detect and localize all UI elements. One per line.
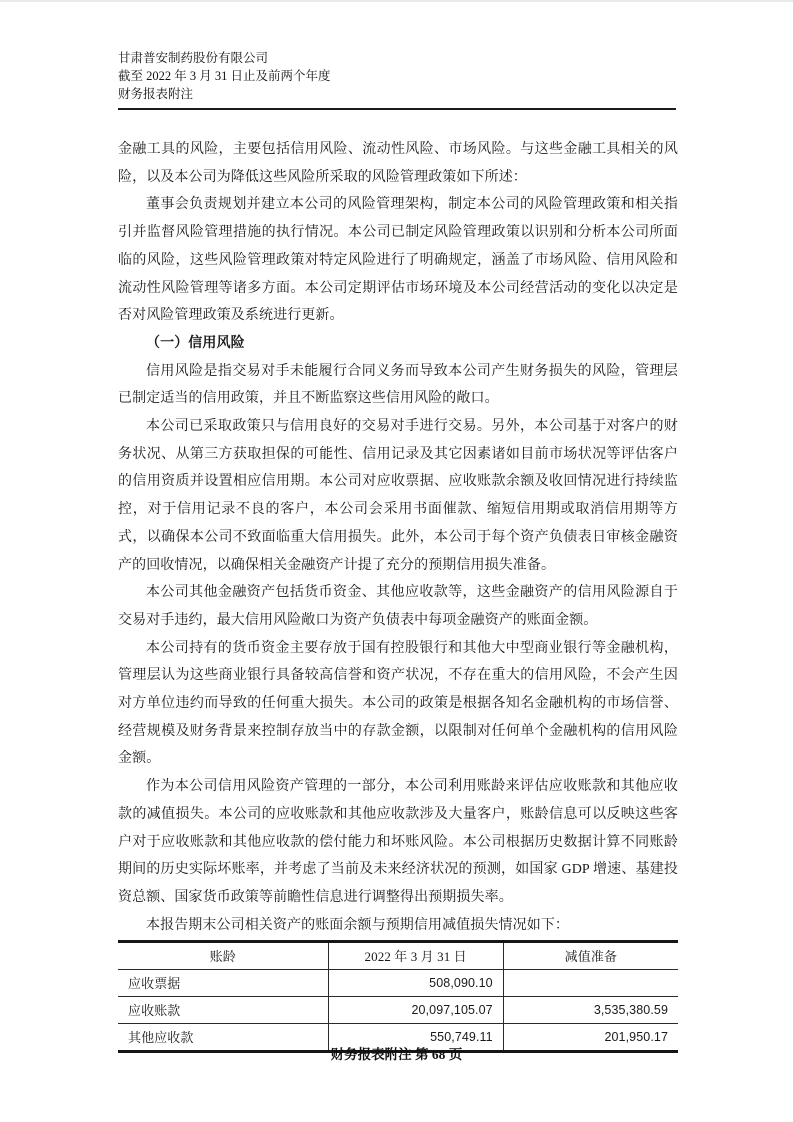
paragraph-financial-instrument-risks: 金融工具的风险，主要包括信用风险、流动性风险、市场风险。与这些金融工具相关的风险，以及本公司为降低这些风险所采取的风险管理政策如下所述： [118,142,678,185]
row-impairment: 201,950.17 [503,1024,678,1052]
row-label: 其他应收款 [118,1024,328,1052]
row-label: 应收票据 [118,970,328,997]
row-balance: 508,090.10 [328,970,503,997]
paragraph-aging-analysis: 作为本公司信用风险资产管理的一部分，本公司利用账龄来评估应收账款和其他应收款的减值损失。本公司的应收账款和其他应收款涉及大量客户，账龄信息可以反映这些客户对于应收账款和其他应收款的偿付能力和坏账风险。本公司根据历史数据计算不同账龄期间的历史实际坏账率，并考虑了当前及未来经济状况的预测，如国家 GDP 增速、基建投资总额、国家货币政策等前瞻性信息进行调整得出预期损失率。 [118,779,678,905]
table-header-impairment: 减值准备 [503,942,678,970]
paragraph-cash-deposits: 本公司持有的货币资金主要存放于国有控股银行和其他大中型商业银行等金融机构，管理层认为这些商业银行具备较高信誉和资产状况，不存在重大的信用风险，不会产生因对方单位违约而导致的任何重大损失。本公司的政策是根据各知名金融机构的市场信誉、经营规模及财务背景来控制存放当中的存款金额，以限制对任何单个金融机构的信用风险金额。 [118,640,678,767]
table-header-row [118,942,678,970]
paragraph-board-risk-management: 董事会负责规划并建立本公司的风险管理架构，制定本公司的风险管理政策和相关指引并监督风险管理措施的执行情况。本公司已制定风险管理政策以识别和分析本公司所面临的风险，这些风险管理政策对特定风险进行了明确规定，涵盖了市场风险、信用风险和流动性风险管理等诸多方面。本公司定期评估市场环境及本公司经营活动的变化以决定是否对风险管理政策及系统进行更新。 [118,197,678,324]
row-impairment: 3,535,380.59 [503,997,678,1024]
report-period: 截至 2022 年 3 月 31 日止及前两个年度 [118,69,331,83]
document-header [118,49,678,103]
document-type: 财务报表附注 [118,87,194,101]
table-header-balance-date: 2022 年 3 月 31 日 [328,942,503,970]
document-body [118,136,678,1053]
row-balance: 20,097,105.07 [328,997,503,1024]
company-name: 甘肃普安制药股份有限公司 [118,51,269,65]
paragraph-table-intro: 本报告期末公司相关资产的账面余额与预期信用减值损失情况如下： [146,917,569,933]
table-row-accounts-receivable [118,997,678,1024]
paragraph-credit-policy: 本公司已采取政策只与信用良好的交易对手进行交易。另外，本公司基于对客户的财务状况、从第三方获取担保的可能性、信用记录及其它因素诸如目前市场状况等评估客户的信用资质并设置相应信用期。本公司对应收票据、应收账款余额及收回情况进行持续监控，对于信用记录不良的客户，本公司会采用书面催款、缩短信用期或取消信用期等方式，以确保本公司不致面临重大信用损失。此外，本公司于每个资产负债表日审核金融资产的回收情况，以确保相关金融资产计提了充分的预期信用损失准备。 [118,419,678,573]
paragraph-credit-risk-definition: 信用风险是指交易对手未能履行合同义务而导致本公司产生财务损失的风险，管理层已制定适当的信用政策，并且不断监察这些信用风险的敞口。 [118,363,678,407]
header-divider-line [118,108,676,110]
paragraph-other-financial-assets: 本公司其他金融资产包括货币资金、其他应收款等，这些金融资产的信用风险源自于交易对手违约，最大信用风险敞口为资产负债表中每项金融资产的账面金额。 [118,585,678,628]
table-row-notes-receivable [118,970,678,997]
impairment-table [118,940,678,1053]
row-label: 应收账款 [118,997,328,1024]
table-header-aging: 账龄 [209,948,236,964]
page-footer: 财务报表附注 第 68 页 [330,1047,463,1062]
row-impairment [503,970,678,997]
section-heading-credit-risk: （一）信用风险 [146,335,245,351]
row-balance: 550,749.11 [328,1024,503,1052]
